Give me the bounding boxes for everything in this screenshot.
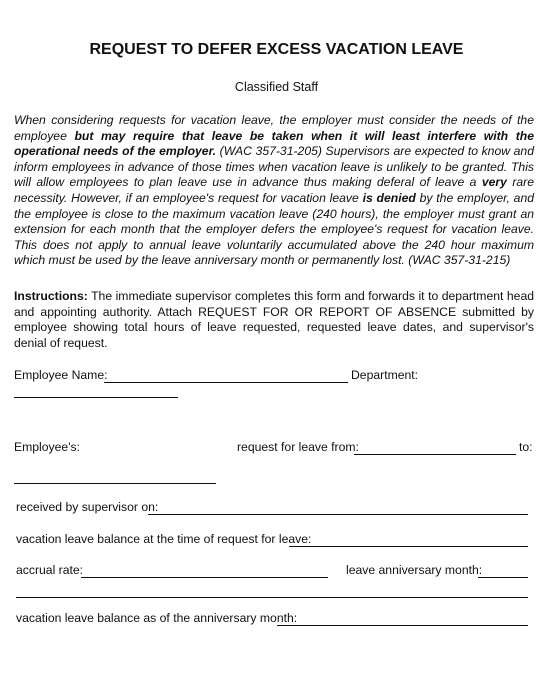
instructions-paragraph [14,289,534,351]
intro-bold-3: is denied [362,190,416,205]
intro-bold-2: very [481,175,507,190]
intro-text-1: When considering requests for vacation leave, the employer must consider the needs of the employee [14,113,534,143]
balance-anniversary-label: vacation leave balance as of the anniversary month: [16,611,298,625]
employee-name-field[interactable] [104,382,348,383]
received-by-field[interactable] [148,514,528,515]
anniversary-month-label: leave anniversary month: [346,563,483,577]
page-title: REQUEST TO DEFER EXCESS VACATION LEAVE [89,41,464,58]
employee-name-label: Employee Name: [14,368,108,382]
request-to-label: to: [519,440,533,454]
intro-text-3: rare necessity. However, if an employee's request for vacation leave [14,175,534,205]
department-field[interactable] [14,397,178,398]
instructions-text: The immediate supervisor completes this form and forwards it to department head and appointing authority. Attach REQUEST FOR OR REPORT OF ABSENCE submitted by employee showing total hours of leave requested, requested leave dates, and supervisor's denial of request. [14,289,534,350]
intro-text-2: (WAC 357-31-205) Supervisors are expected to know and inform employees in advance of those times when vacation leave is unlikely to be granted. This will allow employees to plan leave use in advance thus making deferal of leave a [14,144,534,190]
intro-text-4: by the employer, and the employee is close to the maximum vacation leave (240 hours), the employer must grant an extension for each month that the employer defers the employee's request for vacation leave. This does not apply to annual leave voluntarily accumulated above the 240 hour maximum which must be used by the leave anniversary month or permanently lost. (WAC 357-31-215) [14,190,535,268]
balance-anniversary-field[interactable] [277,625,528,626]
balance-at-request-label: vacation leave balance at the time of request for leave: [16,532,312,546]
employees-label: Employee's: [14,440,81,454]
request-from-label: request for leave from: [237,440,359,454]
intro-paragraph [14,113,534,269]
received-by-label: received by supervisor on: [16,500,159,514]
page-subtitle: Classified Staff [234,80,319,94]
intro-bold-1: but may require that leave be taken when it will least interfere with the operational needs of the employer. [14,128,534,159]
balance-at-request-field[interactable] [289,546,528,547]
employees-field[interactable] [14,483,216,484]
department-label: Department: [351,368,419,382]
accrual-rate-label: accrual rate: [16,563,84,577]
instructions-label: Instructions: [14,289,88,303]
request-from-field[interactable] [354,454,516,455]
anniversary-month-field[interactable] [478,577,528,578]
extra-blank-line[interactable] [16,597,528,598]
accrual-rate-field[interactable] [81,577,328,578]
